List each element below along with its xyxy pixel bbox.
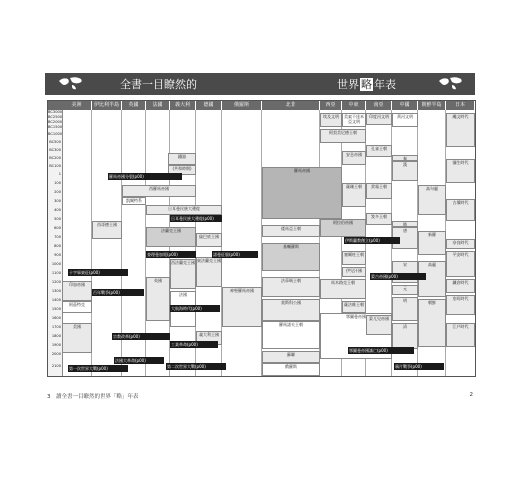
page-number: 2 xyxy=(469,392,473,398)
period-block: (共和時期) xyxy=(168,165,196,175)
period-block: 明 xyxy=(392,297,418,321)
event-tag: 日耳曼民族大遷徙(p00) xyxy=(170,215,222,222)
period-block: 東法蘭克王國 xyxy=(196,257,222,287)
year-label: 200 xyxy=(54,190,61,194)
column-header-label: 義大利 xyxy=(170,101,196,110)
column-header-label: 南亞 xyxy=(366,101,392,110)
period-block: 高麗 xyxy=(418,261,446,297)
year-label: 2100 xyxy=(51,364,61,368)
event-tag: 伊斯蘭教創立(p00) xyxy=(344,237,400,244)
year-axis xyxy=(48,110,63,376)
column-header-label: 中國 xyxy=(392,101,418,110)
year-label: BC300 xyxy=(49,148,61,152)
event-tag: 法國大革命(p00) xyxy=(114,357,164,364)
period-block: 基輔羅斯 xyxy=(262,243,320,271)
period-block: 西法蘭克王國 xyxy=(170,259,196,289)
period-block: 法蒂瑪王朝 xyxy=(262,277,320,297)
period-block: 印加帝國 xyxy=(62,281,92,301)
period-block: 莫斯科公國 xyxy=(262,299,320,321)
year-label: 2000 xyxy=(51,352,61,356)
world-map-icon xyxy=(57,75,85,92)
column-header-label: 中東 xyxy=(342,101,366,110)
column-header-row xyxy=(48,101,475,110)
event-tag: 羅馬帝國分裂(p00) xyxy=(108,173,182,180)
period-block: 古墳時代 xyxy=(446,199,475,221)
period-block: 江戶時代 xyxy=(446,323,475,347)
year-label: 1000 xyxy=(51,262,61,266)
column-header-label: 北非 xyxy=(262,101,320,110)
period-block: 阿拉伯帝國 xyxy=(320,219,366,237)
period-block: 神聖羅馬帝國 xyxy=(222,287,262,327)
event-tag: 工業革命(p00) xyxy=(170,341,218,348)
event-tag: 查理曼加冕(p00) xyxy=(146,251,196,258)
period-block: 漢 xyxy=(392,161,418,181)
year-label: 100 xyxy=(54,181,61,185)
period-block: 法國 xyxy=(170,291,196,327)
period-block: 伊兒汗國 xyxy=(342,267,366,277)
column-header-label: 美洲 xyxy=(62,101,92,110)
year-label: 1100 xyxy=(51,271,61,275)
banner-right-title: 世界 略 年表 xyxy=(337,78,396,91)
period-block: 俄羅斯 xyxy=(262,363,320,376)
period-block: 朝鮮 xyxy=(418,299,446,347)
period-block: 宋 xyxy=(392,261,418,283)
period-block: 安息帝國 xyxy=(342,151,366,165)
period-block: 阿契美尼德王朝 xyxy=(320,129,366,143)
period-block: 塞爾柱王朝 xyxy=(342,251,366,265)
period-block: 西羅馬帝國 xyxy=(122,185,196,197)
period-block: 鄂圖曼帝國 xyxy=(320,313,392,359)
period-block: 美索不達米亞文明 xyxy=(342,113,366,127)
footer-left: 3 讀全書一目瞭然的世界「略」年表 xyxy=(47,394,139,400)
period-block: 薩珊王朝 xyxy=(342,183,366,207)
period-block: 笈多王朝 xyxy=(366,213,392,225)
year-label: BC1500 xyxy=(48,125,63,129)
year-label: 1800 xyxy=(51,334,61,338)
year-label: BC1000 xyxy=(48,132,63,136)
period-block: 阿茲特克 xyxy=(62,301,92,313)
period-block: 蘇聯 xyxy=(262,351,320,363)
period-block: 日耳曼民族大遷徙 xyxy=(146,205,222,215)
year-label: BC2000 xyxy=(48,120,63,124)
year-label: 400 xyxy=(54,208,61,212)
event-tag: 百年戰爭(p00) xyxy=(92,289,144,296)
period-block: 英國 xyxy=(146,277,170,321)
period-block: 薩法維王朝 xyxy=(342,301,366,313)
year-label: BC100 xyxy=(49,164,61,168)
year-label: 1500 xyxy=(51,307,61,311)
period-block: 繩文時代 xyxy=(446,113,475,147)
period-block: 清 xyxy=(392,323,418,349)
year-label: BC2500 xyxy=(48,115,63,119)
period-block: 鐵器 xyxy=(168,153,196,165)
year-label: 900 xyxy=(54,253,61,257)
year-label: 1300 xyxy=(51,289,61,293)
year-label: 1900 xyxy=(51,343,61,347)
event-tag: 大航海時代(p00) xyxy=(170,305,220,312)
period-block: 美國 xyxy=(62,323,92,353)
year-label: 1700 xyxy=(51,325,61,329)
period-block: 義大利王國 xyxy=(196,331,222,345)
period-block: 隋 xyxy=(392,221,418,227)
year-label: BC500 xyxy=(49,140,61,144)
column-header-label: 英國 xyxy=(122,101,146,110)
event-tag: 蒙古帝國(p00) xyxy=(370,273,426,280)
event-tag: 十字軍東征(p00) xyxy=(68,269,128,276)
event-tag: 諾曼征服(p00) xyxy=(212,251,258,258)
period-block: 彌生時代 xyxy=(446,159,475,183)
year-label: 800 xyxy=(54,244,61,248)
year-label: 300 xyxy=(54,199,61,203)
period-block: 新羅 xyxy=(418,231,446,255)
year-label: 1600 xyxy=(51,316,61,320)
year-label: BC200 xyxy=(49,156,61,160)
column-header-label: 日本 xyxy=(446,101,475,110)
period-block: 平安時代 xyxy=(446,251,475,277)
period-block: 貴霜王朝 xyxy=(366,183,392,199)
column-header-label: 德國 xyxy=(196,101,222,110)
period-block: 蒙兀兒帝國 xyxy=(366,315,392,335)
column-header-label: 朝鮮半島 xyxy=(418,101,446,110)
year-label: 500 xyxy=(54,217,61,221)
period-block: 黃河文明 xyxy=(392,113,418,127)
year-label: 1400 xyxy=(51,298,61,302)
period-block: 西哥德王國 xyxy=(92,221,122,239)
year-label: 1 xyxy=(58,172,61,176)
period-block: 印度河文明 xyxy=(366,113,392,125)
period-block: 馬木路克王朝 xyxy=(320,279,366,299)
column-header-label: 伊比利半島 xyxy=(92,101,122,110)
period-block: 唐 xyxy=(392,227,418,249)
year-label: BC3000 xyxy=(48,110,63,114)
period-block: 高句麗 xyxy=(418,185,446,215)
world-map-icon xyxy=(437,75,465,92)
event-tag: 第一次世界大戰(p00) xyxy=(68,365,128,372)
period-block: 室町時代 xyxy=(446,295,475,315)
period-block: 羅馬諾夫王朝 xyxy=(262,321,320,349)
period-block: 羅馬帝國 xyxy=(262,167,342,219)
period-block: 秦 xyxy=(392,155,418,161)
period-block: 元 xyxy=(392,285,418,295)
column-header-label: 法國 xyxy=(146,101,170,110)
timeline-chart xyxy=(47,100,476,377)
column-header-label: 俄羅斯 xyxy=(222,101,262,110)
period-block: 鎌倉時代 xyxy=(446,279,475,293)
period-block: 倫巴底王國 xyxy=(196,233,222,247)
year-label: 600 xyxy=(54,226,61,230)
period-block: 埃及文明 xyxy=(320,113,342,127)
column-header-label: 西亞 xyxy=(320,101,342,110)
event-tag: 鴉片戰爭(p00) xyxy=(394,363,444,370)
year-label: 1200 xyxy=(51,280,61,284)
period-block: 倭馬亞王朝 xyxy=(262,225,320,237)
event-tag: 第二次世界大戰(p00) xyxy=(166,363,226,370)
event-tag: 鄂圖曼帝國滅亡(p00) xyxy=(348,347,414,354)
banner-left-title: 全書一目瞭然的 xyxy=(120,78,197,91)
period-block: 奈良時代 xyxy=(446,239,475,249)
period-block: 凱爾特系 xyxy=(122,197,146,205)
year-label: 700 xyxy=(54,235,61,239)
title-banner xyxy=(45,73,475,95)
period-block: 孔雀王朝 xyxy=(366,145,392,157)
period-block: 法蘭克王國 xyxy=(146,227,196,247)
event-tag: 宗教改革(p00) xyxy=(112,333,170,340)
